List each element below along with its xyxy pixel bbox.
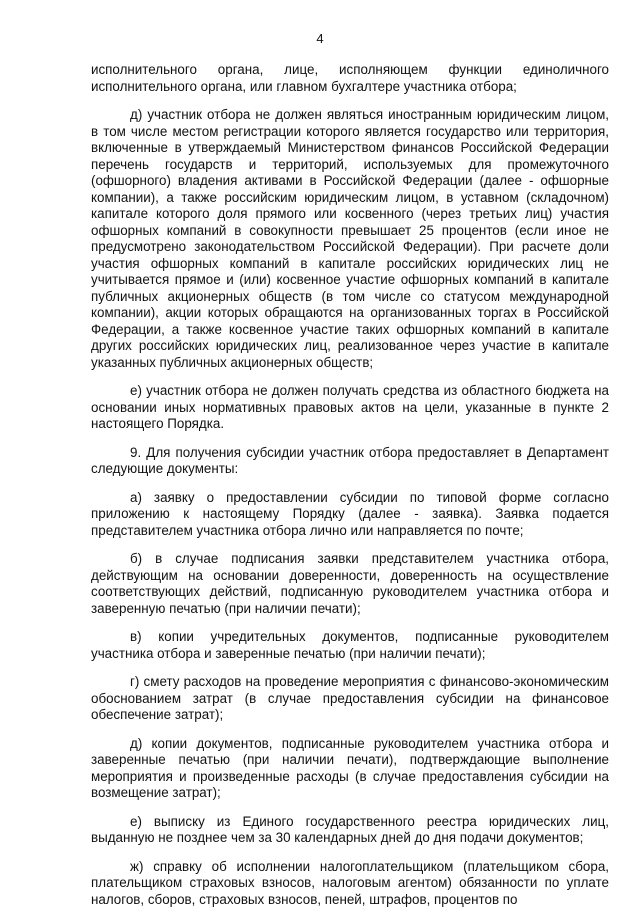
paragraph-continuation: исполнительного органа, лице, исполняющем функции единоличного исполнительного органа, или главном бухгалтере участника отбора; (91, 62, 609, 95)
paragraph-gap (91, 617, 609, 629)
paragraph-item-b-power-of-attorney: б) в случае подписания заявки представителем участника отбора, действующим на основании доверенности, доверенность на осуществление соответствующих действий, подписанную руководителем участника отбора и заверенную печатью (при наличии печати); (91, 551, 609, 617)
paragraph-item-g-cost-estimate: г) смету расходов на проведение мероприятия с финансово-экономическим обоснованием затрат (в случае предоставления субсидии на финансовое обеспечение затрат); (91, 674, 609, 724)
paragraph-item-e-registry-extract: е) выписку из Единого государственного реестра юридических лиц, выданную не позднее чем за 30 календарных дней до дня подачи документов; (91, 814, 609, 847)
paragraph-gap (91, 478, 609, 490)
paragraph-item-a-application: а) заявку о предоставлении субсидии по типовой форме согласно приложению к настоящему Порядку (далее - заявка). Заявка подается представителем участника отбора лично или направляется по почте; (91, 490, 609, 540)
paragraph-gap (91, 539, 609, 551)
paragraph-item-zh-tax-certificate: ж) справку об исполнении налогоплательщиком (плательщиком сбора, плательщиком страховых взносов, налоговым агентом) обязанности по уплате налогов, сборов, страховых взносов, пеней, штрафов, процентов по (91, 859, 609, 908)
paragraph-item-e-budget: е) участник отбора не должен получать средства из областного бюджета на основании иных нормативных правовых актов на цели, указанные в пункте 2 настоящего Порядка. (91, 383, 609, 433)
paragraph-item-v-founding-documents: в) копии учредительных документов, подписанные руководителем участника отбора и заверенные печатью (при наличии печати); (91, 629, 609, 662)
document-body (91, 62, 609, 908)
paragraph-gap (91, 847, 609, 859)
paragraph-gap (91, 724, 609, 736)
paragraph-gap (91, 371, 609, 383)
paragraph-gap (91, 433, 609, 445)
paragraph-item-d-offshore: д) участник отбора не должен являться иностранным юридическим лицом, в том числе местом регистрации которого является государство или территория, включенные в утверждаемый Министерством финансов Российской Федерации перечень государств и территорий, используемых для промежуточного (офшорного) владения активами в Российской Федерации (далее - офшорные компании), а также российским юридическим лицом, в уставном (складочном) капитале которого доля прямого или косвенного (через третьих лиц) участия офшорных компаний в совокупности превышает 25 процентов (если иное не предусмотрено законодательством Российской Федерации). При расчете доли участия офшорных компаний в капитале российских юридических лиц не учитывается прямое и (или) косвенное участие офшорных компаний в капитале публичных акционерных обществ (в том числе со статусом международной компании), акции которых обращаются на организованных торгах в Российской Федерации, а также косвенное участие таких офшорных компаний в капитале других российских юридических лиц, реализованное через участие в капитале указанных публичных акционерных обществ; (91, 107, 609, 371)
paragraph-gap (91, 662, 609, 674)
page-number: 4 (0, 31, 640, 47)
paragraph-gap (91, 802, 609, 814)
paragraph-clause-9: 9. Для получения субсидии участник отбора предоставляет в Департамент следующие документы: (91, 445, 609, 478)
paragraph-item-d-expense-documents: д) копии документов, подписанные руководителем участника отбора и заверенные печатью (при наличии печати), подтверждающие выполнение мероприятия и произведенные расходы (в случае предоставления субсидии на возмещение затрат); (91, 736, 609, 802)
paragraph-gap (91, 95, 609, 107)
